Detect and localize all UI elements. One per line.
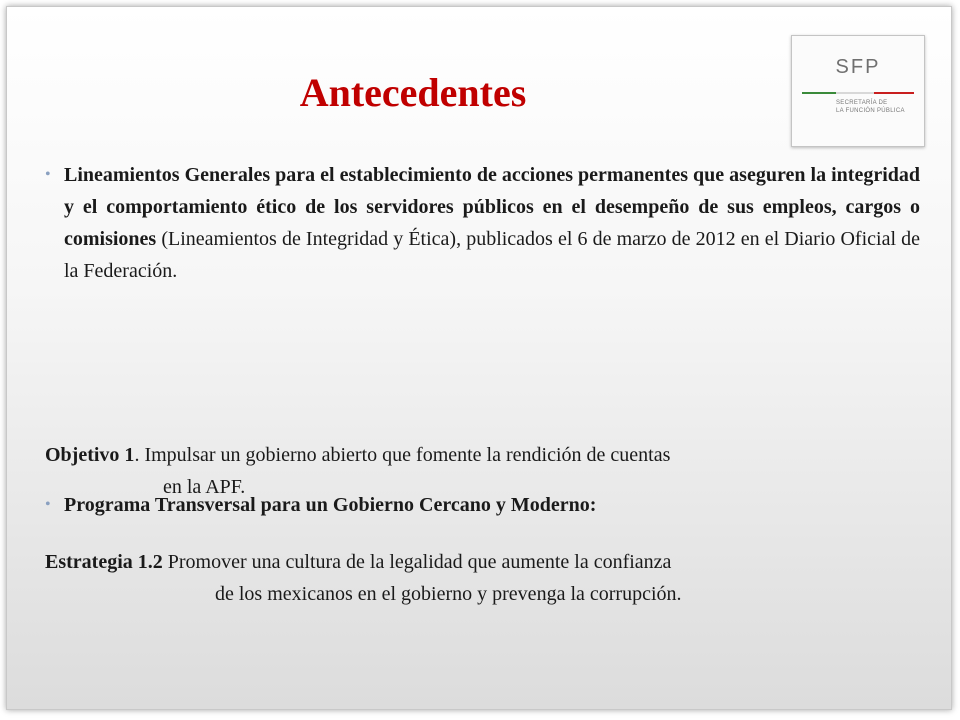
sfp-logo <box>791 35 925 147</box>
estrategia-text-line-2: de los mexicanos en el gobierno y prevenga la corrupción. <box>215 583 682 605</box>
bullet-normal-text: (Lineamientos de Integridad y Ética), publicados el 6 de marzo de 2012 en el Diario Oficial de la Federación. <box>64 228 920 282</box>
objetivo-label: Objetivo 1 <box>45 444 135 466</box>
bullet-bold-text: Programa Transversal para un Gobierno Cercano y Moderno: <box>64 494 597 516</box>
logo-red-bar <box>874 92 914 94</box>
objetivo-text-line-2: en la APF. <box>163 476 246 498</box>
bullet-dot-icon: • <box>45 496 51 513</box>
slide <box>6 6 952 710</box>
slide-title: Antecedentes <box>299 70 527 115</box>
objetivo-text-line-1: . Impulsar un gobierno abierto que fomente la rendición de cuentas <box>134 444 671 466</box>
logo-text-line-2: LA FUNCIÓN PÚBLICA <box>836 108 905 114</box>
objetivo-paragraph <box>45 439 901 503</box>
logo-abbreviation: SFP <box>835 56 881 78</box>
bullet-bold-text: Lineamientos Generales para el establecimiento de acciones permanentes que aseguren la integridad y el comportamiento ético de los servidores públicos en el desempeño de sus empleos, cargos o comisiones <box>64 164 920 250</box>
estrategia-paragraph <box>45 546 901 610</box>
logo-green-bar <box>802 92 836 94</box>
bullet-item-lineamientos <box>45 159 920 287</box>
estrategia-text-line-1: Promover una cultura de la legalidad que aumente la confianza <box>162 551 672 573</box>
bullet-dot-icon: • <box>45 166 51 183</box>
logo-text-line-1: SECRETARÍA DE <box>836 100 888 106</box>
estrategia-label: Estrategia 1.2 <box>45 551 163 573</box>
logo-white-bar <box>836 92 874 94</box>
